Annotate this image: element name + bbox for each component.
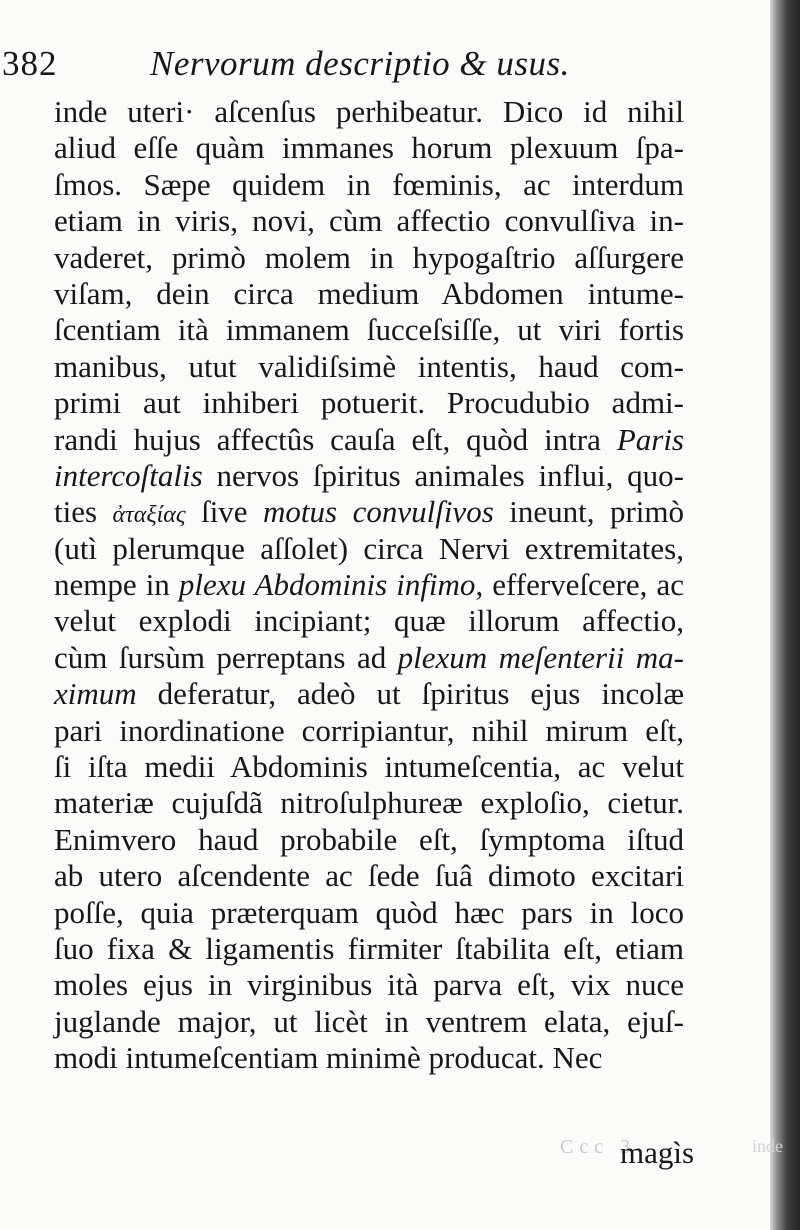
text-line bbox=[54, 640, 684, 676]
italic-text: intercoſtalis bbox=[54, 457, 203, 493]
text-line bbox=[54, 276, 684, 312]
text-line bbox=[54, 167, 684, 203]
text-segment: pari inordinatione corripiantur, nihil mirum eſt, bbox=[54, 712, 684, 748]
text-line bbox=[54, 785, 684, 821]
text-segment: ſi iſta medii Abdominis intumeſcentia, ac velut bbox=[54, 749, 684, 785]
text-segment: modi intumeſcentiam minimè producat. Nec bbox=[54, 1040, 603, 1076]
text-segment: viſam, dein circa medium Abdomen intume- bbox=[54, 275, 684, 311]
text-segment: primi aut inhiberi potuerit. Procudubio admi- bbox=[54, 385, 684, 421]
show-through-word: inde bbox=[752, 1136, 783, 1156]
text-line bbox=[54, 130, 684, 166]
text-line bbox=[54, 312, 684, 348]
text-segment: ſmos. Sæpe quidem in fœminis, ac interdum bbox=[54, 166, 684, 202]
text-line bbox=[54, 858, 684, 894]
text-line bbox=[54, 422, 684, 458]
text-line bbox=[54, 931, 684, 967]
text-line bbox=[54, 203, 684, 239]
text-segment: , efferveſcere, ac bbox=[475, 567, 684, 603]
text-segment: ineunt, primò bbox=[493, 494, 684, 530]
text-segment: moles ejus in virginibus ità parva eſt, vix nuce bbox=[54, 967, 684, 1003]
text-segment: materiæ cujuſdã nitroſulphureæ exploſio, cietur. bbox=[54, 785, 684, 821]
text-segment: aliud eſſe quàm immanes horum plexuum ſpa- bbox=[54, 130, 684, 166]
text-segment: vaderet, primò molem in hypogaſtrio aſſurgere bbox=[54, 239, 684, 275]
text-segment: ſive bbox=[185, 494, 264, 530]
text-segment: deferatur, adeò ut ſpiritus ejus incolæ bbox=[136, 676, 684, 712]
show-through-signature: Ccc 3 bbox=[560, 1136, 637, 1158]
italic-text: plexum meſenterii ma- bbox=[397, 639, 684, 675]
text-line bbox=[54, 676, 684, 712]
running-title: Nervorum descriptio & usus. bbox=[150, 44, 570, 83]
text-segment: velut explodi incipiant; quæ illorum affectio, bbox=[54, 603, 684, 639]
text-segment: ſcentiam ità immanem ſucceſsiſſe, ut viri fortis bbox=[54, 312, 684, 348]
text-line bbox=[54, 895, 684, 931]
text-line bbox=[54, 1040, 684, 1076]
italic-text: plexu Abdominis infimo bbox=[178, 567, 476, 603]
scan-edge bbox=[770, 0, 800, 1230]
greek-text: ἀταξίας bbox=[112, 502, 186, 529]
text-segment: Enimvero haud probabile eſt, ſymptoma iſtud bbox=[54, 821, 684, 857]
text-line bbox=[54, 240, 684, 276]
text-line bbox=[54, 567, 684, 603]
catchword: magìs bbox=[620, 1135, 695, 1170]
italic-text: motus convulſivos bbox=[263, 494, 494, 530]
text-segment: inde uteri· aſcenſus perhibeatur. Dico id nihil bbox=[54, 94, 684, 129]
page-number: 382 bbox=[2, 44, 58, 83]
text-line bbox=[54, 1004, 684, 1040]
text-line bbox=[54, 531, 684, 567]
text-segment: cùm ſursùm perreptans ad bbox=[54, 639, 398, 675]
body-text bbox=[54, 94, 684, 1077]
text-line bbox=[54, 494, 684, 530]
text-line bbox=[54, 349, 684, 385]
text-segment: manibus, utut validiſsimè intentis, haud com- bbox=[54, 348, 684, 384]
text-line bbox=[54, 967, 684, 1003]
text-segment: etiam in viris, novi, cùm affectio convulſiva in- bbox=[54, 203, 684, 239]
text-line bbox=[54, 458, 684, 494]
text-line bbox=[54, 713, 684, 749]
text-segment: nempe in bbox=[54, 567, 179, 603]
text-segment: randi hujus affectûs cauſa eſt, quòd intra bbox=[54, 421, 617, 457]
text-line bbox=[54, 749, 684, 785]
text-line bbox=[54, 603, 684, 639]
page-header bbox=[0, 38, 740, 88]
italic-text: Paris bbox=[616, 421, 684, 457]
text-segment: nervos ſpiritus animales influi, quo- bbox=[202, 457, 684, 493]
text-line bbox=[54, 94, 684, 130]
text-segment: juglande major, ut licèt in ventrem elata, ejuſ- bbox=[54, 1003, 684, 1039]
italic-text: ximum bbox=[54, 676, 137, 712]
text-segment: ſuo fixa & ligamentis firmiter ſtabilita eſt, etiam bbox=[54, 930, 684, 966]
text-segment: ties bbox=[54, 494, 113, 530]
text-line bbox=[54, 385, 684, 421]
text-line bbox=[54, 822, 684, 858]
text-segment: poſſe, quia præterquam quòd hæc pars in loco bbox=[54, 894, 684, 930]
text-segment: (utì plerumque aſſolet) circa Nervi extremitates, bbox=[54, 530, 684, 566]
text-segment: ab utero aſcendente ac ſede ſuâ dimoto excitari bbox=[54, 858, 684, 894]
